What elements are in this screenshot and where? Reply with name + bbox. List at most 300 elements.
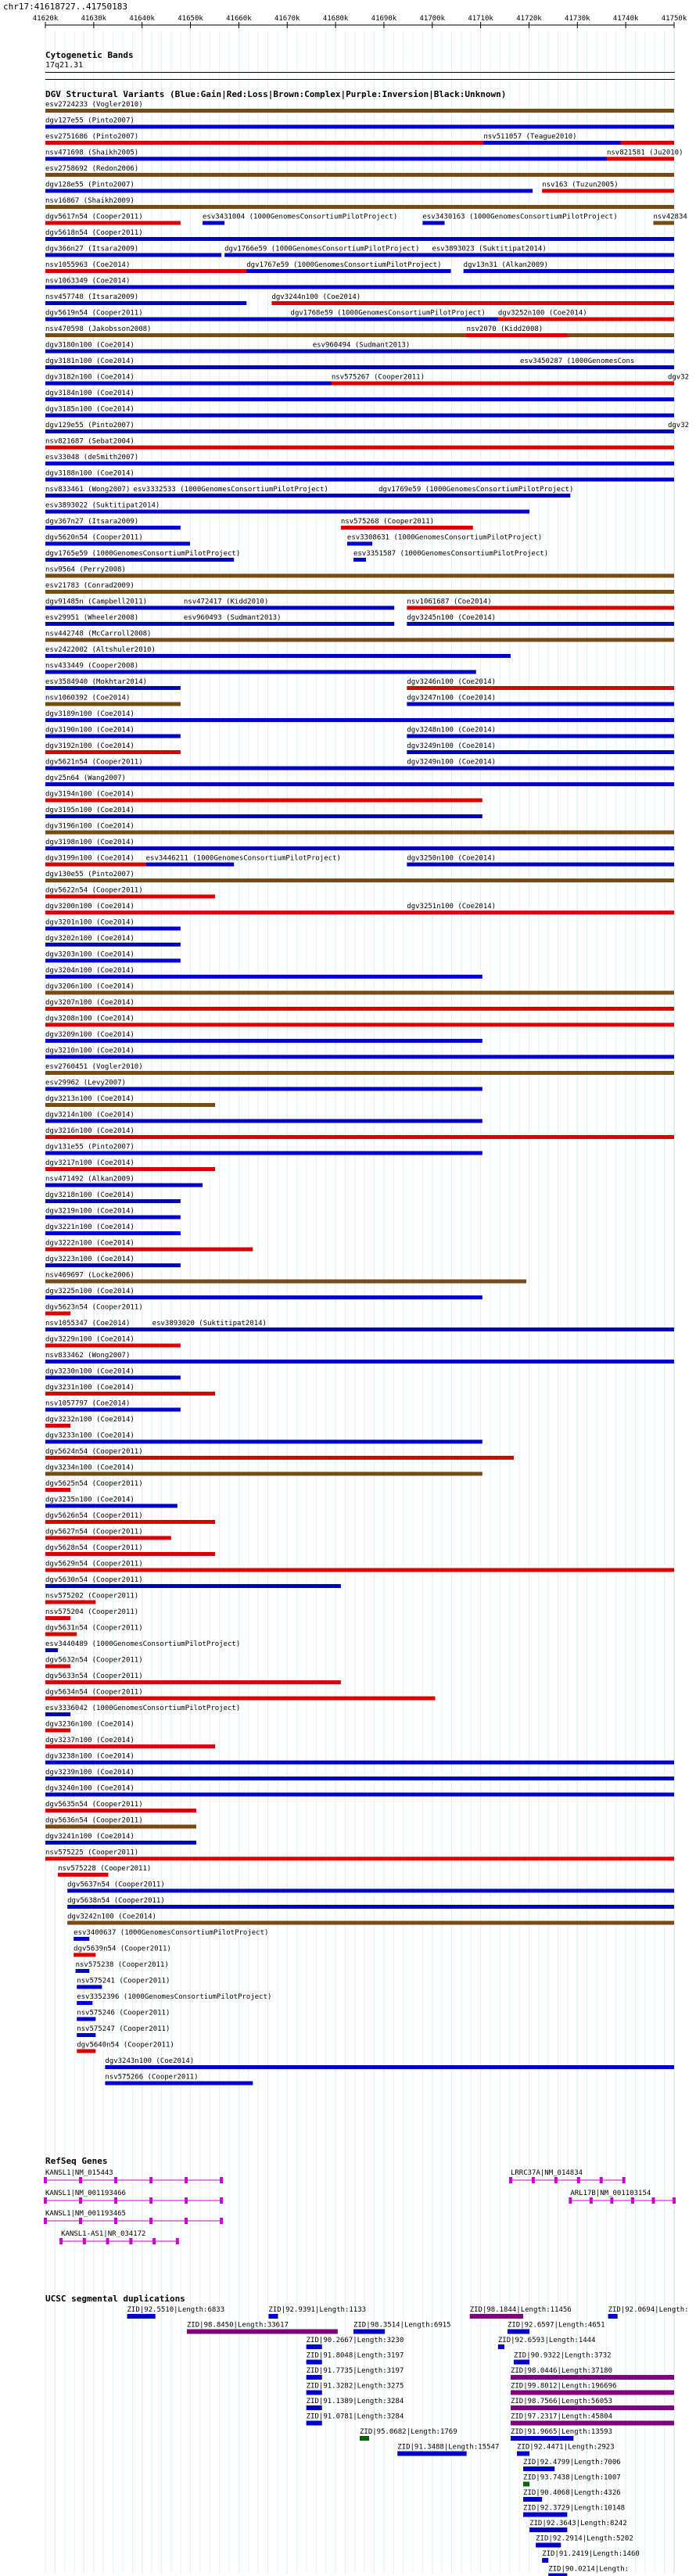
dgv-variant-bar bbox=[45, 1616, 70, 1620]
dgv-variant-label: dgv3249n100 (Coe2014) bbox=[407, 758, 497, 767]
segdup-bar bbox=[187, 2330, 338, 2334]
dgv-variant-label: esv29951 (Wheeler2008) bbox=[45, 614, 139, 622]
dgv-variant-bar bbox=[45, 494, 137, 498]
dgv-variant-label: dgv3230n100 (Coe2014) bbox=[45, 1367, 135, 1376]
gene-exon bbox=[600, 2177, 603, 2183]
dgv-variant-label: dgv3188n100 (Coe2014) bbox=[45, 469, 135, 478]
gene-exon bbox=[114, 2197, 117, 2204]
gene-exon bbox=[79, 2197, 82, 2204]
dgv-variant-label: dgv3208n100 (Coe2014) bbox=[45, 1015, 135, 1023]
dgv-variant-bar bbox=[45, 814, 483, 818]
ruler-tick-label: 41620k bbox=[32, 15, 59, 23]
dgv-variant-bar bbox=[45, 1119, 483, 1123]
gene-exon bbox=[176, 2238, 179, 2244]
dgv-variant-bar bbox=[407, 863, 674, 867]
segdup-label: ZID|92.4799|Length:7006 bbox=[523, 2459, 621, 2466]
segdup-label: ZID|92.4471|Length:2923 bbox=[517, 2443, 615, 2452]
dgv-variant-bar bbox=[45, 414, 674, 418]
gene-label: LRRC37A|NM_014834 bbox=[510, 2169, 583, 2177]
segdup-bar bbox=[523, 2482, 529, 2487]
segdup-bar bbox=[608, 2314, 618, 2319]
segdup-label: ZID|91.9665|Length:13593 bbox=[510, 2428, 613, 2436]
gene-exon bbox=[569, 2197, 572, 2204]
dgv-variant-label: dgv3207n100 (Coe2014) bbox=[45, 999, 135, 1007]
segdup-label: ZID|97.2317|Length:45804 bbox=[510, 2413, 613, 2421]
dgv-variant-bar bbox=[407, 735, 674, 738]
dgv-variant-bar bbox=[542, 189, 674, 193]
segdup-label: ZID|98.0446|Length:37180 bbox=[510, 2367, 613, 2375]
dgv-variant-bar bbox=[105, 2065, 674, 2069]
dgv-variant-bar bbox=[45, 1809, 196, 1813]
ruler-tick-label: 41700k bbox=[419, 15, 446, 23]
dgv-variant-label: dgv3201n100 (Coe2014) bbox=[45, 918, 135, 927]
dgv-variant-bar bbox=[45, 1712, 70, 1716]
ruler-tick-label: 41740k bbox=[612, 15, 639, 23]
dgv-variant-label: dgv367n27 (Itsara2009) bbox=[45, 518, 139, 526]
dgv-variant-bar bbox=[77, 2017, 95, 2021]
dgv-variant-bar bbox=[45, 1039, 483, 1043]
dgv-variant-label: nsv575228 (Cooper2011) bbox=[58, 1865, 152, 1873]
coordinate-readout: chr17:41618727..41750183 bbox=[3, 2, 127, 12]
segdup-label: ZID|98.1844|Length:11456 bbox=[469, 2306, 572, 2314]
gene-exon bbox=[673, 2197, 676, 2204]
segdup-title: UCSC segmental duplications bbox=[45, 2294, 185, 2304]
dgv-variant-label: dgv3218n100 (Coe2014) bbox=[45, 1191, 135, 1199]
segdup-bar bbox=[511, 2391, 674, 2395]
gene-label: KANSL1-AS1|NR_034172 bbox=[61, 2230, 146, 2238]
dgv-variant-label: dgv3196n100 (Coe2014) bbox=[45, 822, 135, 831]
dgv-variant-bar bbox=[45, 462, 674, 465]
dgv-variant-label: dgv3251n100 (Coe2014) bbox=[407, 903, 497, 911]
gene-exon bbox=[149, 2197, 152, 2204]
dgv-variant-label: dgv3206n100 (Coe2014) bbox=[45, 983, 135, 991]
dgv-variant-label: dgv3236n100 (Coe2014) bbox=[45, 1720, 135, 1729]
dgv-variant-label: dgv32 bbox=[667, 422, 690, 429]
dgv-variant-bar bbox=[45, 221, 181, 225]
gene-exon bbox=[532, 2177, 535, 2183]
dgv-variant-label: dgv3237n100 (Coe2014) bbox=[45, 1737, 135, 1744]
dgv-variant-label: dgv1765e59 (1000GenomesConsortiumPilotProject) bbox=[45, 550, 241, 558]
dgv-variant-label: esv3893023 (Suktitipat2014) bbox=[432, 245, 547, 253]
segdup-label: ZID|92.0694|Length: bbox=[608, 2306, 689, 2314]
dgv-variant-bar bbox=[45, 846, 674, 850]
ruler-tick-label: 41630k bbox=[81, 15, 107, 23]
dgv-variant-bar bbox=[45, 654, 511, 658]
dgv-variant-label: dgv5626n54 (Cooper2011) bbox=[45, 1512, 143, 1520]
dgv-variant-bar bbox=[653, 221, 674, 225]
dgv-variant-bar bbox=[422, 221, 444, 225]
dgv-variant-bar bbox=[45, 446, 674, 450]
segdup-bar bbox=[127, 2314, 156, 2319]
gene-exon bbox=[610, 2197, 613, 2204]
dgv-variant-bar bbox=[45, 1552, 215, 1556]
dgv-variant-label: dgv5624n54 (Cooper2011) bbox=[45, 1448, 143, 1456]
dgv-title: DGV Structural Variants (Blue:Gain|Red:Loss|Brown:Complex|Purple:Inversion|Black:Unknown) bbox=[45, 89, 507, 99]
gene-exon bbox=[149, 2177, 152, 2183]
dgv-variant-bar bbox=[45, 1520, 215, 1524]
dgv-variant-bar bbox=[464, 269, 674, 273]
dgv-variant-bar bbox=[407, 622, 674, 626]
dgv-variant-bar bbox=[45, 286, 674, 289]
dgv-variant-bar bbox=[432, 253, 674, 257]
dgv-variant-label: nsv821581 (Ju2010) bbox=[606, 149, 683, 157]
segdup-bar bbox=[517, 2452, 529, 2456]
dgv-variant-label: dgv3180n100 (Coe2014) bbox=[45, 341, 135, 350]
dgv-variant-label: dgv5640n54 (Cooper2011) bbox=[77, 2041, 174, 2050]
dgv-variant-label: dgv129e55 (Pinto2007) bbox=[45, 422, 135, 429]
dgv-variant-bar bbox=[520, 365, 674, 369]
dgv-variant-label: dgv1769e59 (1000GenomesConsortiumPilotProject) bbox=[378, 486, 574, 494]
segdup-label: ZID|95.0682|Length:1769 bbox=[360, 2428, 457, 2436]
segdup-label: ZID|91.8048|Length:3197 bbox=[306, 2351, 404, 2360]
dgv-variant-label: nsv163 (Tuzun2005) bbox=[542, 181, 619, 189]
cytoband-title: Cytogenetic Bands bbox=[45, 50, 134, 60]
dgv-variant-label: esv3450287 (1000GenomesCons bbox=[520, 357, 635, 365]
dgv-variant-label: dgv5627n54 (Cooper2011) bbox=[45, 1528, 143, 1536]
gene-exon bbox=[185, 2197, 188, 2204]
dgv-variant-bar bbox=[332, 382, 674, 386]
dgv-variant-label: dgv3244n100 (Coe2014) bbox=[271, 293, 361, 301]
segdup-bar bbox=[353, 2330, 385, 2334]
dgv-variant-bar bbox=[45, 1841, 196, 1845]
dgv-variant-label: dgv130e55 (Pinto2007) bbox=[45, 871, 135, 878]
dgv-variant-bar bbox=[45, 991, 674, 995]
dgv-variant-label: nsv575225 (Cooper2011) bbox=[45, 1848, 139, 1857]
dgv-variant-label: esv2751686 (Pinto2007) bbox=[45, 133, 139, 141]
segdup-bar bbox=[268, 2314, 278, 2319]
gene-label: KANSL1|NM_001193465 bbox=[45, 2210, 126, 2218]
dgv-variant-bar bbox=[45, 831, 674, 835]
dgv-variant-bar bbox=[498, 318, 674, 322]
dgv-variant-label: dgv5628n54 (Cooper2011) bbox=[45, 1544, 143, 1552]
dgv-variant-label: esv2758692 (Redon2006) bbox=[45, 165, 139, 173]
cytoband-label: 17q21.31 bbox=[45, 61, 84, 70]
dgv-variant-label: dgv3219n100 (Coe2014) bbox=[45, 1207, 135, 1216]
dgv-variant-label: dgv1766e59 (1000GenomesConsortiumPilotProject) bbox=[224, 245, 420, 253]
dgv-variant-bar bbox=[45, 397, 674, 401]
gene-exon bbox=[590, 2197, 593, 2204]
dgv-variant-bar bbox=[271, 301, 674, 305]
dgv-variant-bar bbox=[407, 702, 674, 706]
dgv-variant-bar bbox=[45, 1697, 435, 1701]
gene-exon bbox=[44, 2177, 47, 2183]
dgv-variant-label: nsv2070 (Kidd2008) bbox=[466, 325, 544, 333]
segdup-label: ZID|92.6597|Length:4651 bbox=[507, 2321, 605, 2330]
dgv-variant-label: dgv1767e59 (1000GenomesConsortiumPilotProject) bbox=[246, 261, 442, 269]
segdup-label: ZID|98.8450|Length:33617 bbox=[186, 2321, 289, 2330]
dgv-variant-bar bbox=[45, 109, 674, 113]
segdup-bar bbox=[470, 2314, 523, 2319]
dgv-variant-label: dgv3189n100 (Coe2014) bbox=[45, 710, 135, 718]
dgv-variant-label: dgv3225n100 (Coe2014) bbox=[45, 1288, 135, 1295]
dgv-variant-label: dgv5638n54 (Cooper2011) bbox=[67, 1897, 165, 1905]
dgv-variant-label: nsv833461 (Wong2007) bbox=[45, 486, 131, 494]
dgv-variant-label: esv960494 (Sudmant2013) bbox=[312, 341, 411, 350]
dgv-variant-label: dgv3234n100 (Coe2014) bbox=[45, 1464, 135, 1472]
dgv-variant-label: esv3332533 (1000GenomesConsortiumPilotProject) bbox=[133, 486, 328, 494]
dgv-variant-label: dgv25n64 (Wang2007) bbox=[45, 774, 126, 782]
dgv-variant-label: dgv3210n100 (Coe2014) bbox=[45, 1047, 135, 1055]
dgv-variant-label: nsv833462 (Wong2007) bbox=[45, 1352, 131, 1360]
dgv-variant-bar bbox=[45, 1793, 674, 1797]
dgv-variant-label: dgv5631n54 (Cooper2011) bbox=[45, 1624, 143, 1633]
dgv-variant-bar bbox=[45, 1231, 181, 1235]
dgv-variant-bar bbox=[45, 1456, 514, 1460]
dgv-variant-label: esv3308631 (1000GenomesConsortiumPilotProject) bbox=[346, 534, 543, 542]
gene-exon bbox=[83, 2238, 86, 2244]
segdup-bar bbox=[307, 2375, 322, 2380]
segdup-bar bbox=[511, 2436, 573, 2441]
dgv-variant-label: dgv366n27 (Itsara2009) bbox=[45, 245, 139, 253]
dgv-variant-bar bbox=[45, 590, 674, 594]
gene-exon bbox=[577, 2177, 580, 2183]
ruler-tick-label: 41730k bbox=[565, 15, 590, 23]
dgv-variant-label: dgv127e55 (Pinto2007) bbox=[45, 117, 135, 125]
gene-label: KANSL1|NM_015443 bbox=[45, 2169, 113, 2177]
dgv-variant-label: dgv3204n100 (Coe2014) bbox=[45, 967, 135, 975]
dgv-variant-label: nsv457748 (Itsara2009) bbox=[45, 293, 139, 301]
dgv-variant-label: dgv3199n100 (Coe2014) bbox=[45, 854, 135, 863]
dgv-variant-label: esv3352396 (1000GenomesConsortiumPilotProject) bbox=[77, 1993, 272, 2001]
dgv-variant-bar bbox=[407, 606, 674, 610]
dgv-variant-label: nsv575238 (Cooper2011) bbox=[75, 1961, 169, 1969]
dgv-variant-label: esv960493 (Sudmant2013) bbox=[183, 614, 282, 622]
dgv-variant-bar bbox=[45, 622, 184, 626]
dgv-variant-bar bbox=[45, 205, 674, 209]
gene-exon bbox=[44, 2218, 47, 2224]
gene-exon bbox=[106, 2238, 109, 2244]
segdup-bar bbox=[307, 2405, 322, 2410]
segdup-label: ZID|91.3488|Length:15547 bbox=[397, 2443, 500, 2452]
dgv-variant-label: dgv3182n100 (Coe2014) bbox=[45, 373, 135, 382]
dgv-variant-bar bbox=[45, 173, 674, 177]
dgv-variant-bar bbox=[45, 750, 181, 754]
dgv-variant-label: dgv3252n100 (Coe2014) bbox=[497, 309, 587, 318]
gene-exon bbox=[509, 2177, 512, 2183]
dgv-variant-bar bbox=[152, 1328, 674, 1331]
dgv-variant-bar bbox=[74, 1937, 89, 1941]
dgv-variant-bar bbox=[407, 911, 674, 914]
dgv-variant-bar bbox=[45, 1007, 674, 1011]
dgv-variant-bar bbox=[45, 1103, 215, 1107]
refseq-title: RefSeq Genes bbox=[45, 2156, 108, 2166]
dgv-variant-bar bbox=[105, 2082, 253, 2086]
dgv-variant-bar bbox=[45, 782, 674, 786]
dgv-variant-label: dgv3192n100 (Coe2014) bbox=[45, 742, 135, 750]
dgv-variant-bar bbox=[45, 606, 184, 610]
segdup-label: ZID|92.3643|Length:8242 bbox=[529, 2520, 627, 2527]
dgv-variant-bar bbox=[45, 1568, 674, 1572]
dgv-variant-label: esv3893022 (Suktitipat2014) bbox=[45, 501, 160, 510]
dgv-variant-label: nsv575204 (Cooper2011) bbox=[45, 1608, 139, 1616]
dgv-variant-bar bbox=[77, 2050, 95, 2053]
dgv-variant-label: nsv575246 (Cooper2011) bbox=[77, 2009, 170, 2017]
segdup-label: ZID|92.9391|Length:1133 bbox=[268, 2306, 367, 2314]
dgv-variant-label: nsv470598 (Jakobsson2008) bbox=[45, 325, 152, 333]
dgv-variant-label: dgv5620n54 (Cooper2011) bbox=[45, 534, 143, 542]
dgv-variant-bar bbox=[45, 1504, 178, 1508]
dgv-variant-bar bbox=[45, 189, 533, 193]
dgv-variant-label: dgv3223n100 (Coe2014) bbox=[45, 1256, 135, 1263]
dgv-variant-label: dgv5630n54 (Cooper2011) bbox=[45, 1576, 143, 1584]
segdup-label: ZID|92.3729|Length:10148 bbox=[523, 2504, 626, 2513]
gene-exon bbox=[220, 2218, 223, 2224]
dgv-variant-bar bbox=[45, 1601, 95, 1604]
dgv-variant-bar bbox=[45, 429, 674, 433]
dgv-variant-label: dgv3235n100 (Coe2014) bbox=[45, 1496, 135, 1504]
dgv-variant-label: nsv1063349 (Coe2014) bbox=[45, 277, 131, 286]
dgv-variant-bar bbox=[45, 1777, 674, 1780]
dgv-variant-bar bbox=[146, 863, 235, 867]
dgv-variant-bar bbox=[45, 1392, 215, 1396]
dgv-variant-label: dgv3185n100 (Coe2014) bbox=[45, 405, 135, 414]
dgv-variant-bar bbox=[347, 542, 372, 546]
dgv-variant-label: nsv442748 (McCarroll2008) bbox=[45, 630, 152, 638]
dgv-variant-label: dgv3209n100 (Coe2014) bbox=[45, 1031, 135, 1039]
segdup-label: ZID|91.3282|Length:3275 bbox=[306, 2382, 404, 2391]
gene-exon bbox=[114, 2177, 117, 2183]
dgv-variant-bar bbox=[45, 1648, 58, 1652]
dgv-variant-bar bbox=[76, 1969, 90, 1973]
dgv-variant-label: dgv3233n100 (Coe2014) bbox=[45, 1432, 135, 1440]
dgv-variant-bar bbox=[353, 558, 366, 562]
dgv-variant-bar bbox=[45, 1536, 171, 1540]
dgv-variant-label: dgv3216n100 (Coe2014) bbox=[45, 1127, 135, 1135]
segdup-label: ZID|92.6593|Length:1444 bbox=[497, 2337, 596, 2344]
dgv-variant-bar bbox=[45, 1199, 181, 1203]
segdup-bar bbox=[307, 2391, 322, 2395]
dgv-variant-label: dgv3249n100 (Coe2014) bbox=[407, 742, 497, 750]
dgv-variant-bar bbox=[45, 1055, 674, 1059]
gene-exon bbox=[44, 2197, 47, 2204]
segdup-label: ZID|90.2667|Length:3230 bbox=[306, 2337, 404, 2344]
dgv-variant-bar bbox=[184, 622, 394, 626]
segdup-label: ZID|92.5510|Length:6833 bbox=[127, 2306, 225, 2314]
dgv-variant-bar bbox=[45, 1488, 70, 1492]
dgv-variant-bar bbox=[45, 1680, 341, 1684]
dgv-variant-bar bbox=[483, 141, 620, 145]
dgv-variant-label: nsv575268 (Cooper2011) bbox=[340, 518, 435, 526]
dgv-variant-bar bbox=[45, 1071, 674, 1075]
dgv-variant-label: dgv3229n100 (Coe2014) bbox=[45, 1335, 135, 1344]
ruler-tick-label: 41650k bbox=[178, 15, 203, 23]
dgv-variant-label: dgv3200n100 (Coe2014) bbox=[45, 903, 135, 911]
dgv-variant-bar bbox=[45, 878, 674, 882]
dgv-variant-label: dgv3202n100 (Coe2014) bbox=[45, 935, 135, 943]
ruler-tick-label: 41680k bbox=[322, 15, 349, 23]
gene-exon bbox=[59, 2238, 63, 2244]
dgv-variant-label: dgv3248n100 (Coe2014) bbox=[407, 726, 497, 735]
dgv-variant-label: nsv575202 (Cooper2011) bbox=[45, 1592, 139, 1601]
segdup-bar bbox=[508, 2330, 529, 2334]
dgv-variant-label: dgv5617n54 (Cooper2011) bbox=[45, 213, 143, 221]
dgv-variant-label: dgv13n31 (Alkan2009) bbox=[463, 261, 549, 269]
dgv-variant-bar bbox=[45, 863, 146, 867]
segdup-bar bbox=[360, 2436, 369, 2441]
dgv-variant-label: esv21783 (Conrad2009) bbox=[45, 582, 135, 590]
dgv-variant-label: esv3400637 (1000GenomesConsortiumPilotProject) bbox=[74, 1929, 269, 1937]
dgv-variant-bar bbox=[291, 318, 476, 322]
dgv-variant-label: dgv3181n100 (Coe2014) bbox=[45, 357, 135, 365]
segdup-label: ZID|90.9322|Length:3732 bbox=[513, 2351, 612, 2360]
dgv-variant-bar bbox=[74, 1953, 95, 1957]
gene-exon bbox=[79, 2177, 82, 2183]
dgv-variant-label: esv3430163 (1000GenomesConsortiumPilotProject) bbox=[422, 213, 618, 221]
dgv-variant-label: dgv5618n54 (Cooper2011) bbox=[45, 229, 143, 237]
segdup-bar bbox=[511, 2375, 674, 2380]
ruler-tick-label: 41750k bbox=[661, 15, 687, 23]
dgv-variant-label: esv29962 (Levy2007) bbox=[45, 1079, 126, 1087]
segdup-bar bbox=[523, 2513, 567, 2517]
dgv-variant-bar bbox=[45, 1263, 181, 1267]
dgv-variant-label: dgv5634n54 (Cooper2011) bbox=[45, 1688, 143, 1697]
dgv-variant-bar bbox=[45, 1729, 70, 1733]
segdup-label: ZID|90.0214|Length: bbox=[548, 2565, 630, 2574]
dgv-variant-bar bbox=[45, 1295, 483, 1299]
dgv-variant-label: dgv3242n100 (Coe2014) bbox=[67, 1913, 156, 1921]
dgv-variant-bar bbox=[45, 301, 246, 305]
gene-exon bbox=[622, 2177, 626, 2183]
segdup-bar bbox=[511, 2421, 674, 2426]
dgv-variant-label: dgv131e55 (Pinto2007) bbox=[45, 1143, 135, 1151]
dgv-variant-bar bbox=[45, 542, 190, 546]
dgv-variant-bar bbox=[45, 526, 181, 530]
segdup-bar bbox=[511, 2405, 674, 2410]
dgv-variant-label: dgv5632n54 (Cooper2011) bbox=[45, 1656, 143, 1665]
segdup-bar bbox=[529, 2527, 567, 2532]
dgv-variant-label: dgv3184n100 (Coe2014) bbox=[45, 390, 135, 397]
gene-exon bbox=[149, 2218, 152, 2224]
dgv-variant-label: nsv575266 (Cooper2011) bbox=[105, 2073, 199, 2082]
dgv-variant-label: dgv3247n100 (Coe2014) bbox=[407, 694, 497, 702]
dgv-variant-bar bbox=[67, 1905, 674, 1909]
segdup-label: ZID|91.2419|Length:1460 bbox=[542, 2550, 640, 2558]
dgv-variant-bar bbox=[246, 269, 450, 273]
dgv-variant-label: dgv3195n100 (Coe2014) bbox=[45, 807, 135, 814]
dgv-variant-label: dgv3245n100 (Coe2014) bbox=[407, 614, 497, 622]
dgv-variant-bar bbox=[45, 799, 483, 803]
segdup-label: ZID|92.2914|Length:5202 bbox=[536, 2535, 633, 2543]
dgv-variant-bar bbox=[45, 1360, 674, 1363]
dgv-variant-label: esv2760451 (Vogler2010) bbox=[45, 1063, 143, 1071]
dgv-variant-bar bbox=[45, 1248, 253, 1252]
dgv-variant-bar bbox=[45, 478, 674, 482]
dgv-variant-label: dgv3240n100 (Coe2014) bbox=[45, 1784, 135, 1793]
segdup-label: ZID|91.1389|Length:3284 bbox=[306, 2398, 404, 2405]
dgv-variant-bar bbox=[45, 1633, 77, 1636]
dgv-variant-bar bbox=[45, 1825, 196, 1829]
dgv-variant-bar bbox=[45, 975, 483, 979]
dgv-variant-label: dgv3222n100 (Coe2014) bbox=[45, 1239, 135, 1248]
dgv-variant-bar bbox=[45, 943, 181, 947]
dgv-variant-bar bbox=[45, 1584, 341, 1588]
gene-exon bbox=[220, 2197, 223, 2204]
dgv-variant-label: esv3431004 (1000GenomesConsortiumPilotProject) bbox=[203, 213, 398, 221]
dgv-variant-label: dgv5635n54 (Cooper2011) bbox=[45, 1801, 143, 1809]
dgv-variant-bar bbox=[407, 750, 674, 754]
segdup-label: ZID|91.0781|Length:3284 bbox=[306, 2413, 404, 2421]
gene-exon bbox=[554, 2177, 558, 2183]
dgv-variant-bar bbox=[45, 1761, 674, 1765]
segdup-bar bbox=[523, 2497, 542, 2502]
dgv-variant-bar bbox=[45, 125, 674, 129]
ruler-tick-label: 41690k bbox=[371, 15, 397, 23]
gene-label: KANSL1|NM_001193466 bbox=[45, 2190, 126, 2197]
dgv-variant-label: nsv1057797 (Coe2014) bbox=[45, 1399, 131, 1408]
dgv-variant-label: dgv3241n100 (Coe2014) bbox=[45, 1833, 135, 1841]
gene-exon bbox=[185, 2218, 188, 2224]
segdup-label: ZID|98.3514|Length:6915 bbox=[353, 2321, 451, 2330]
